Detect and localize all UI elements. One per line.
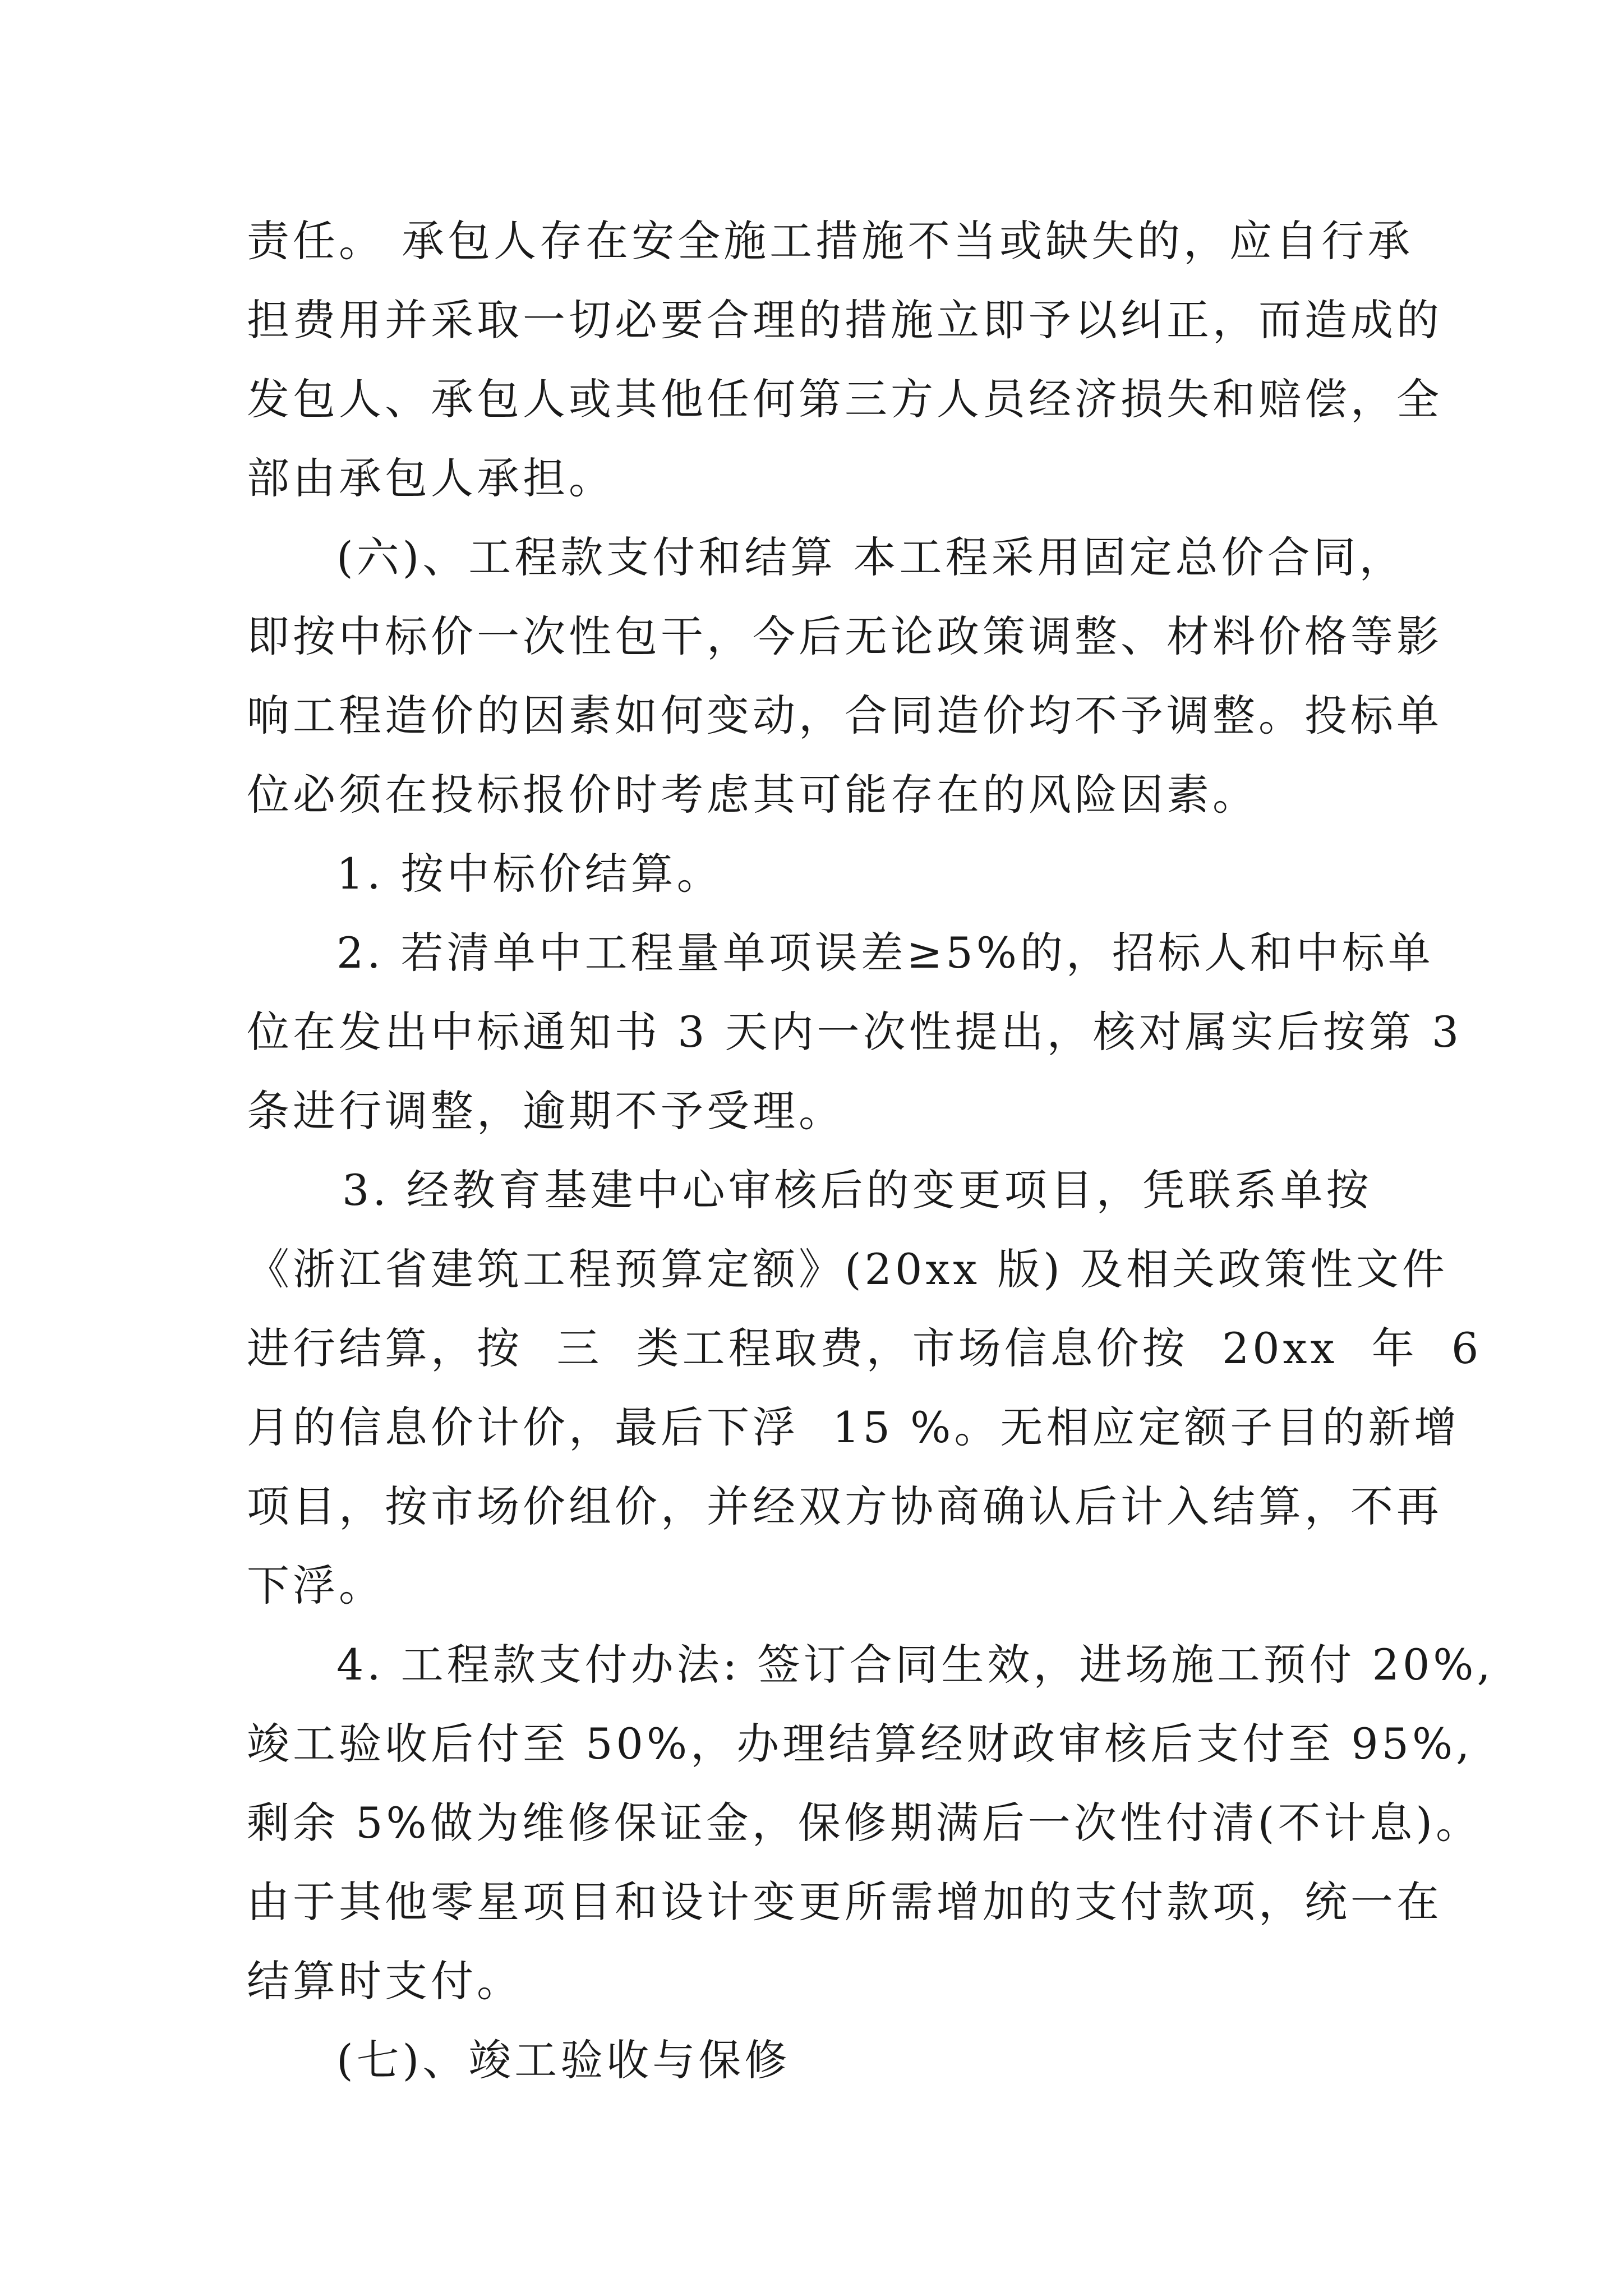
text-line-4: 部由承包人承担。: [247, 453, 615, 503]
list-item-1: 1. 按中标价结算。: [336, 849, 723, 899]
text-line-8: 位必须在投标报价时考虑其可能存在的风险因素。: [247, 770, 1258, 820]
text-line-16: 月的信息价计价，最后下浮 15 %。无相应定额子目的新增: [247, 1402, 1460, 1452]
text-line-21: 剩余 5%做为维修保证金，保修期满后一次性付清(不计息)。: [247, 1798, 1482, 1848]
text-line-20: 竣工验收后付至 50%，办理结算经财政审核后支付至 95%,: [247, 1719, 1473, 1769]
text-line-6: 即按中标价一次性包干，今后无论政策调整、材料价格等影: [247, 611, 1442, 661]
list-item-4: 4. 工程款支付办法: 签订合同生效，进场施工预付 20%,: [336, 1640, 1494, 1690]
text-line-2: 担费用并采取一切必要合理的措施立即予以纠正，而造成的: [247, 295, 1442, 345]
text-line-12: 条进行调整，逾期不予受理。: [247, 1086, 845, 1136]
text-line-7: 响工程造价的因素如何变动，合同造价均不予调整。投标单: [247, 691, 1442, 740]
text-line-14: 《浙江省建筑工程预算定额》(20xx 版) 及相关政策性文件: [247, 1244, 1449, 1294]
text-line-1: 责任。 承包人存在安全施工措施不当或缺失的，应自行承: [247, 216, 1414, 266]
text-line-11: 位在发出中标通知书 3 天内一次性提出，核对属实后按第 3: [247, 1007, 1463, 1057]
list-item-3: 3. 经教育基建中心审核后的变更项目，凭联系单按: [342, 1165, 1372, 1215]
list-item-2: 2. 若清单中工程量单项误差≥5%的，招标人和中标单: [336, 928, 1434, 978]
text-line-17: 项目，按市场价组价，并经双方协商确认后计入结算，不再: [247, 1481, 1442, 1531]
text-line-15: 进行结算，按 三 类工程取费，市场信息价按 20xx 年 6: [247, 1323, 1482, 1373]
section-heading-7: (七)、竣工验收与保修: [336, 2035, 791, 2085]
text-line-3: 发包人、承包人或其他任何第三方人员经济损失和赔偿，全: [247, 374, 1442, 424]
text-line-22: 由于其他零星项目和设计变更所需增加的支付款项，统一在: [247, 1877, 1442, 1927]
text-line-18: 下浮。: [247, 1561, 385, 1611]
section-heading-6: (六)、工程款支付和结算 本工程采用固定总价合同，: [336, 532, 1405, 582]
text-line-23: 结算时支付。: [247, 1956, 523, 2006]
